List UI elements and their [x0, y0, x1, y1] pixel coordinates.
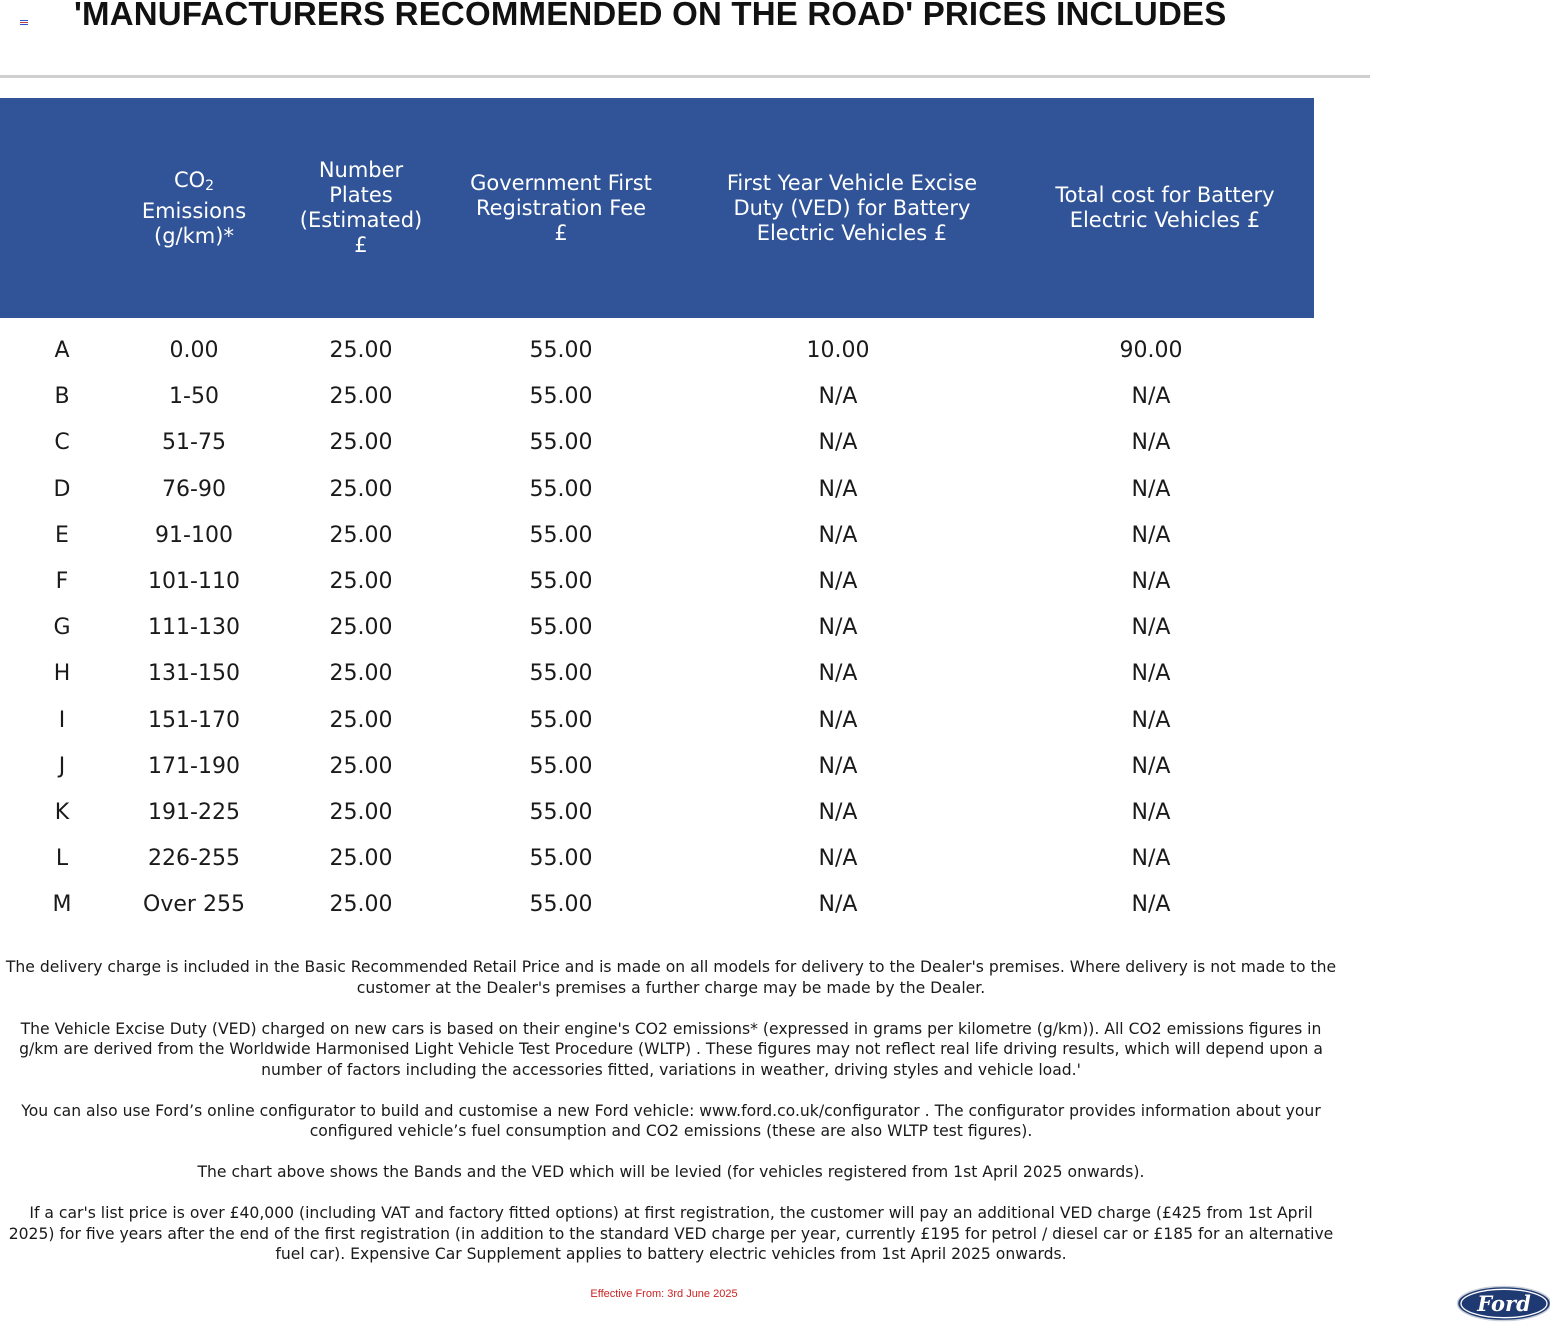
- co2-cell: 111-130: [148, 615, 240, 641]
- plates-label-line4: £: [354, 233, 368, 257]
- registration-fee-cell: 55.00: [529, 846, 593, 872]
- co2-cell: 1-50: [169, 384, 219, 410]
- co2-cell: 91-100: [155, 522, 233, 548]
- notes-section: [0, 957, 1342, 1285]
- plates-cell: 25.00: [329, 892, 393, 918]
- plates-cell: 25.00: [329, 430, 393, 456]
- band-cell: B: [54, 384, 70, 410]
- co2-subscript: 2: [205, 177, 215, 194]
- ved-cell: N/A: [818, 615, 858, 641]
- co2-cell: 226-255: [148, 846, 240, 872]
- table-row: [0, 836, 1314, 882]
- band-cell: K: [54, 799, 70, 825]
- total-cost-cell: N/A: [1131, 661, 1171, 687]
- ved-cell: 10.00: [806, 338, 870, 363]
- plates-label-line1: Number: [318, 158, 404, 182]
- plates-cell: 25.00: [329, 707, 393, 733]
- table-row: [0, 467, 1314, 513]
- ved-cell: N/A: [818, 707, 858, 733]
- total-cost-cell: N/A: [1131, 615, 1171, 641]
- corner-mark: [20, 20, 28, 26]
- ved-label-line2: Duty (VED) for Battery: [733, 195, 971, 220]
- ved-label-line1: First Year Vehicle Excise: [726, 170, 978, 195]
- plates-cell: 25.00: [329, 846, 393, 872]
- co2-label: CO: [173, 167, 206, 192]
- plates-cell: 25.00: [329, 753, 393, 779]
- band-cell: H: [53, 661, 71, 687]
- ved-cell: N/A: [818, 568, 858, 594]
- registration-fee-cell: 55.00: [529, 892, 593, 918]
- registration-fee-cell: 55.00: [529, 753, 593, 779]
- total-cost-cell: N/A: [1131, 568, 1171, 594]
- total-cost-cell: N/A: [1131, 892, 1171, 918]
- band-cell: M: [52, 892, 72, 918]
- note-ved: The Vehicle Excise Duty (VED) charged on new cars is based on their engine's CO2 emissions* (expressed in grams per kilometre (g/km)). All CO2 emissions figures in g/km are derived from the Worldwide Harmonised Light Vehicle Test Procedure (WLTP) . These figures may not reflect real life driving results, which will depend upon a number of factors including the accessories fitted, variations in weather, driving styles and vehicle load.': [19, 1019, 1323, 1079]
- page-title: 'MANUFACTURERS RECOMMENDED ON THE ROAD' PRICES INCLUDES: [74, 0, 1227, 32]
- column-header-co2: [110, 98, 278, 318]
- ved-cell: N/A: [818, 753, 858, 779]
- table-row: [0, 374, 1314, 420]
- total-label-line2: Electric Vehicles £: [1069, 208, 1261, 232]
- plates-cell: 25.00: [329, 568, 393, 594]
- band-cell: A: [54, 338, 70, 363]
- band-cell: E: [55, 522, 69, 548]
- total-cost-cell: N/A: [1131, 384, 1171, 410]
- ved-cell: N/A: [818, 799, 858, 825]
- plates-cell: 25.00: [329, 476, 393, 502]
- ved-cell: N/A: [818, 384, 858, 410]
- ved-cell: N/A: [818, 476, 858, 502]
- note-delivery: The delivery charge is included in the Basic Recommended Retail Price and is made on all models for delivery to the Dealer's premises. Where delivery is not made to the customer at the Dealer's premises a further charge may be made by the Dealer.: [5, 958, 1337, 997]
- co2-cell: 191-225: [148, 799, 240, 825]
- column-header-total: [1026, 98, 1304, 318]
- registration-fee-cell: 55.00: [529, 615, 593, 641]
- plates-cell: 25.00: [329, 384, 393, 410]
- ved-cell: N/A: [818, 661, 858, 687]
- co2-cell: 171-190: [148, 753, 240, 779]
- table-row: [0, 790, 1314, 836]
- co2-cell: 131-150: [148, 661, 240, 687]
- registration-fee-cell: 55.00: [529, 568, 593, 594]
- registration-fee-cell: 55.00: [529, 430, 593, 456]
- registration-fee-cell: 55.00: [529, 799, 593, 825]
- plates-label-line2: Plates: [329, 183, 393, 207]
- band-cell: I: [58, 707, 66, 733]
- band-cell: J: [58, 753, 66, 779]
- registration-fee-cell: 55.00: [529, 522, 593, 548]
- plates-cell: 25.00: [329, 522, 393, 548]
- table-row: [0, 605, 1314, 651]
- co2-cell: 76-90: [162, 476, 226, 502]
- ford-logo-icon: [1456, 1285, 1550, 1322]
- co2-label-line3: (g/km)*: [154, 223, 234, 248]
- plates-cell: 25.00: [329, 338, 393, 363]
- band-cell: L: [55, 846, 69, 872]
- registration-fee-cell: 55.00: [529, 707, 593, 733]
- table-row: [0, 559, 1314, 605]
- ved-cell: N/A: [818, 522, 858, 548]
- total-cost-cell: N/A: [1131, 522, 1171, 548]
- table-header: [0, 98, 1314, 318]
- band-cell: D: [53, 476, 71, 502]
- table-body: [0, 328, 1314, 928]
- co2-cell: 0.00: [169, 338, 219, 363]
- total-cost-cell: N/A: [1131, 753, 1171, 779]
- total-cost-cell: N/A: [1131, 476, 1171, 502]
- ford-logo-text: Ford: [1477, 1291, 1531, 1316]
- co2-cell: 151-170: [148, 707, 240, 733]
- ved-cell: N/A: [818, 430, 858, 456]
- band-cell: G: [53, 615, 71, 641]
- plates-cell: 25.00: [329, 615, 393, 641]
- ved-cell: N/A: [818, 846, 858, 872]
- table-row: [0, 651, 1314, 697]
- total-cost-cell: 90.00: [1119, 338, 1183, 363]
- co2-cell: Over 255: [143, 892, 245, 918]
- plates-label-line3: (Estimated): [299, 208, 423, 232]
- column-header-ved: [678, 98, 1026, 318]
- ved-label-line3: Electric Vehicles £: [756, 220, 948, 245]
- registration-fee-cell: 55.00: [529, 661, 593, 687]
- ved-cell: N/A: [818, 892, 858, 918]
- registration-fee-cell: 55.00: [529, 338, 593, 363]
- table-row: [0, 744, 1314, 790]
- total-label-line1: Total cost for Battery: [1055, 183, 1275, 207]
- column-header-registration-fee: [444, 98, 678, 318]
- reg-fee-label-line3: £: [554, 220, 568, 245]
- co2-cell: 101-110: [148, 568, 240, 594]
- registration-fee-cell: 55.00: [529, 476, 593, 502]
- reg-fee-label-line1: Government First: [470, 170, 652, 195]
- table-row: [0, 513, 1314, 559]
- total-cost-cell: N/A: [1131, 707, 1171, 733]
- total-cost-cell: N/A: [1131, 430, 1171, 456]
- band-cell: F: [55, 568, 69, 594]
- co2-label-line2: Emissions: [141, 198, 247, 223]
- table-row: [0, 420, 1314, 466]
- column-header-plates: [278, 98, 444, 318]
- table-row: [0, 698, 1314, 744]
- plates-cell: 25.00: [329, 661, 393, 687]
- effective-date: Effective From: 3rd June 2025: [590, 1288, 738, 1300]
- reg-fee-label-line2: Registration Fee: [475, 195, 647, 220]
- co2-cell: 51-75: [162, 430, 226, 456]
- total-cost-cell: N/A: [1131, 846, 1171, 872]
- table-row: [0, 328, 1314, 374]
- registration-fee-cell: 55.00: [529, 384, 593, 410]
- band-cell: C: [54, 430, 70, 456]
- total-cost-cell: N/A: [1131, 799, 1171, 825]
- note-configurator: You can also use Ford’s online configurator to build and customise a new Ford vehicle: www.ford.co.uk/configurator . The configurator provides information about your configured vehicle’s fuel consumption and CO2 emissions (these are also WLTP test figures).: [21, 1101, 1321, 1140]
- note-expensive-car: If a car's list price is over £40,000 (including VAT and factory fitted options) at first registration, the customer will pay an additional VED charge (£425 from 1st April 2025) for five years after the end of the first registration (in addition to the standard VED charge per year, currently £195 for petrol / diesel car or £185 for an alternative fuel car). Expensive Car Supplement applies to battery electric vehicles from 1st April 2025 onwards.: [8, 1204, 1334, 1263]
- title-divider: [0, 75, 1370, 78]
- plates-cell: 25.00: [329, 799, 393, 825]
- table-row: [0, 882, 1314, 928]
- note-chart: The chart above shows the Bands and the VED which will be levied (for vehicles registered from 1st April 2025 onwards).: [197, 1163, 1145, 1181]
